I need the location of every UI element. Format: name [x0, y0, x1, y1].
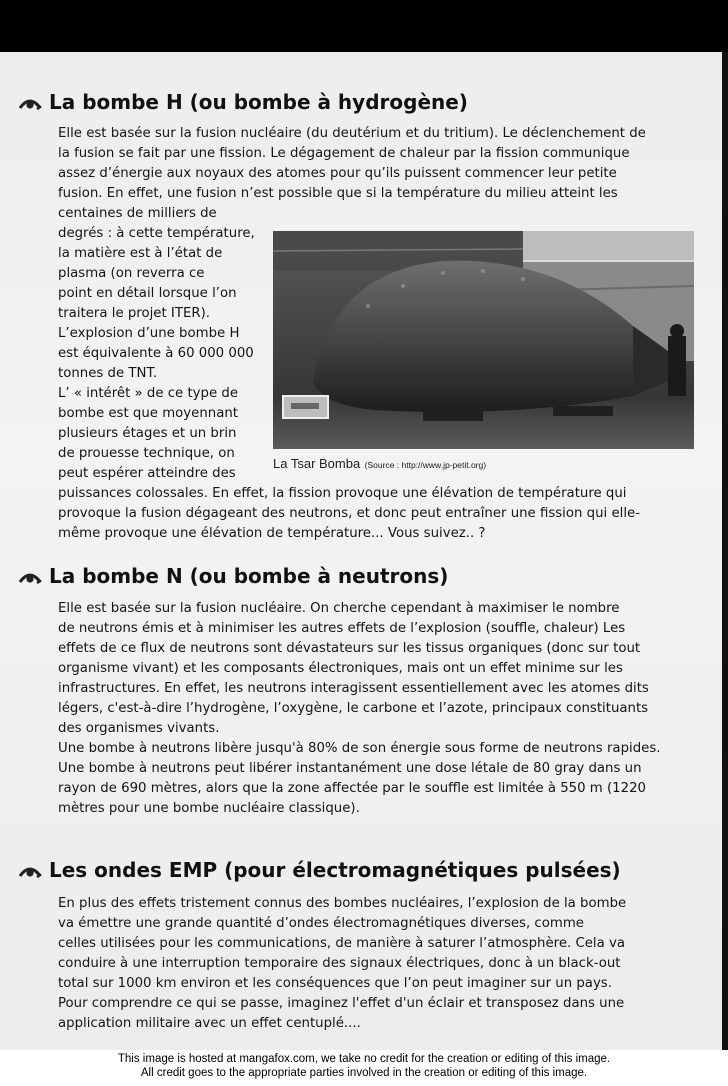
section-title: Les ondes EMP (pour électromagnétiques pulsées) — [49, 858, 621, 882]
paragraph-line: conduire à une interruption temporaire des signaux électriques, donc à un black-out — [58, 956, 621, 971]
paragraph-line: plasma (on reverra ce — [58, 266, 205, 281]
paragraph-line: plusieurs étages et un brin — [58, 426, 237, 441]
paragraph-line: En plus des effets tristement connus des bombes nucléaires, l’explosion de la bombe — [58, 896, 627, 911]
paragraph-line: provoque la fusion dégageant des neutrons, et donc peut entraîner une fission qui elle- — [58, 506, 641, 521]
caption-text: La Tsar Bomba — [273, 456, 361, 471]
paragraph-line: bombe est que moyennant — [58, 406, 238, 421]
paragraph-line: effets de ce flux de neutrons sont dévastateurs sur les tissus organiques (donc sur tout — [58, 641, 641, 656]
paragraph-line: de prouesse technique, on — [58, 446, 235, 461]
paragraph-line: va émettre une grande quantité d’ondes électromagnétiques diverses, comme — [58, 916, 584, 931]
paragraph-line: puissances colossales. En effet, la fission provoque une élévation de température qui — [58, 486, 627, 501]
paragraph-line: Une bombe à neutrons peut libérer instantanément une dose létale de 80 gray dans un — [58, 761, 642, 776]
paragraph-line: la matière est à l’état de — [58, 246, 223, 261]
paragraph-line: infrastructures. En effet, les neutrons interagissent essentiellement avec les atomes dits — [58, 681, 649, 696]
section-heading-emp — [18, 858, 621, 882]
paragraph-line: peut espérer atteindre des — [58, 466, 236, 481]
footer-line-1: This image is hosted at mangafox.com, we take no credit for the creation or editing of this image. — [117, 1053, 611, 1065]
document-page — [0, 52, 728, 1050]
hosting-footer — [0, 1052, 728, 1080]
paragraph-line: même provoque une élévation de température... Vous suivez.. ? — [58, 526, 486, 541]
photo-caption — [273, 455, 486, 473]
paragraph-line: application militaire avec un effet centuplé.... — [58, 1016, 361, 1031]
footer-line-2: All credit goes to the appropriate parties involved in the creation or editing of this image. — [140, 1067, 588, 1079]
paragraph-line: tonnes de TNT. — [58, 366, 158, 381]
eye-bullet-icon — [18, 862, 42, 878]
paragraph-line: fusion. En effet, une fusion n’est possible que si la température du milieu atteint les — [58, 186, 618, 201]
paragraph-line: Pour comprendre ce qui se passe, imaginez l'effet d'un éclair et transposez dans une — [58, 996, 625, 1011]
section-title: La bombe N (ou bombe à neutrons) — [49, 564, 449, 588]
paragraph-line: Elle est basée sur la fusion nucléaire (du deutérium et du tritium). Le déclenchement de — [58, 126, 646, 141]
paragraph-line: Elle est basée sur la fusion nucléaire. On cherche cependant à maximiser le nombre — [58, 601, 620, 616]
section-heading-bombe-n — [18, 564, 448, 588]
top-black-bar — [0, 0, 728, 52]
paragraph-line: de neutrons émis et à minimiser les autres effets de l’explosion (souffle, chaleur) Les — [58, 621, 626, 636]
paragraph-line: la fusion se fait par une fission. Le dégagement de chaleur par la fission communique — [58, 146, 630, 161]
paragraph-line: assez d’énergie aux noyaux des atomes pour qu’ils puissent commencer leur petite — [58, 166, 617, 181]
eye-bullet-icon — [18, 94, 42, 110]
caption-source: (Source : http://www.jp-petit.org) — [364, 460, 487, 470]
paragraph-line: celles utilisées pour les communications, de manière à saturer l’atmosphère. Cela va — [58, 936, 626, 951]
section-title: La bombe H (ou bombe à hydrogène) — [49, 90, 468, 114]
paragraph-line: des organismes vivants. — [58, 721, 220, 736]
paragraph-line: total sur 1000 km environ et les conséquences que l’on peut imaginer sur un pays. — [58, 976, 612, 991]
paragraph-line: degrés : à cette température, — [58, 226, 255, 241]
paragraph-line: centaines de milliers de — [58, 206, 217, 221]
paragraph-line: organisme vivant) et les composants électroniques, mais ont un effet minime sur les — [58, 661, 623, 676]
paragraph-line: point en détail lorsque l’on — [58, 286, 237, 301]
paragraph-line: L’explosion d’une bombe H — [58, 326, 240, 341]
paragraph-line: rayon de 690 mètres, alors que la zone affectée par le souffle est limitée à 550 m (1220 — [58, 781, 647, 796]
paragraph-line: traitera le projet ITER). — [58, 306, 211, 321]
section-heading-bombe-h — [18, 90, 468, 114]
paragraph-line: légers, c'est-à-dire l’hydrogène, l’oxygène, le carbone et l’azote, principaux constituants — [58, 701, 649, 716]
paragraph-line: est équivalente à 60 000 000 — [58, 346, 254, 361]
tsar-bomba-photo — [273, 231, 694, 449]
eye-bullet-icon — [18, 568, 42, 584]
paragraph-line: mètres pour une bombe nucléaire classique). — [58, 801, 360, 816]
paragraph-line: L’ « intérêt » de ce type de — [58, 386, 239, 401]
photo-illustration — [273, 231, 694, 449]
paragraph-line: Une bombe à neutrons libère jusqu'à 80% de son énergie sous forme de neutrons rapides. — [58, 741, 661, 756]
